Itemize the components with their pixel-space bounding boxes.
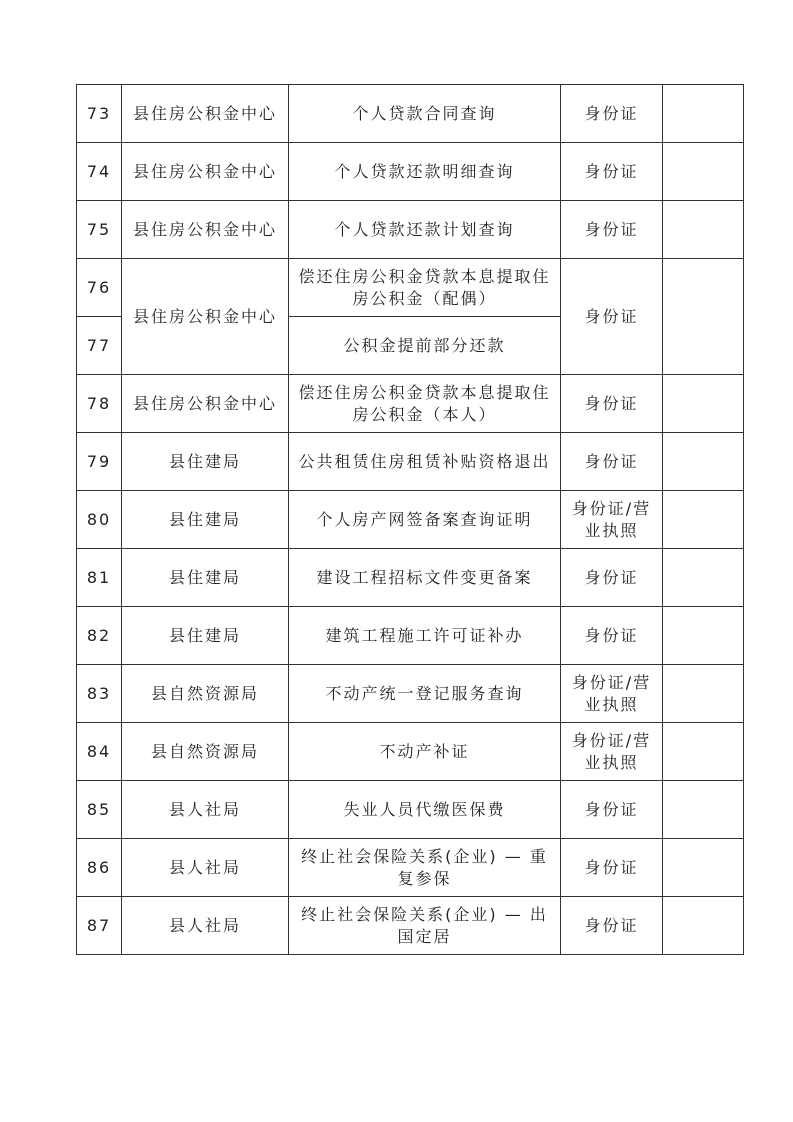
row-number: 80 [77, 491, 122, 549]
id-document-cell: 身份证 [561, 839, 663, 897]
service-cell: 个人贷款还款明细查询 [289, 143, 561, 201]
department-cell: 县住建局 [122, 433, 289, 491]
service-cell: 终止社会保险关系(企业) — 出国定居 [289, 897, 561, 955]
row-number: 87 [77, 897, 122, 955]
id-document-cell: 身份证/营业执照 [561, 665, 663, 723]
note-cell [663, 781, 744, 839]
note-cell [663, 433, 744, 491]
service-table [76, 84, 744, 955]
note-cell [663, 607, 744, 665]
row-number: 79 [77, 433, 122, 491]
row-number: 86 [77, 839, 122, 897]
id-document-cell: 身份证 [561, 897, 663, 955]
note-cell [663, 549, 744, 607]
department-cell: 县住建局 [122, 549, 289, 607]
id-document-cell: 身份证/营业执照 [561, 491, 663, 549]
department-cell: 县人社局 [122, 897, 289, 955]
service-cell: 建设工程招标文件变更备案 [289, 549, 561, 607]
department-cell: 县住房公积金中心 [122, 201, 289, 259]
department-cell: 县住房公积金中心 [122, 85, 289, 143]
table-row [77, 85, 744, 143]
note-cell [663, 375, 744, 433]
service-cell: 个人贷款合同查询 [289, 85, 561, 143]
row-number: 81 [77, 549, 122, 607]
row-number: 74 [77, 143, 122, 201]
department-cell: 县住建局 [122, 607, 289, 665]
id-document-cell: 身份证/营业执照 [561, 723, 663, 781]
row-number: 75 [77, 201, 122, 259]
id-document-cell: 身份证 [561, 375, 663, 433]
id-document-cell: 身份证 [561, 85, 663, 143]
note-cell [663, 201, 744, 259]
table-row [77, 433, 744, 491]
row-number: 84 [77, 723, 122, 781]
note-cell [663, 143, 744, 201]
service-cell: 个人房产网签备案查询证明 [289, 491, 561, 549]
service-cell: 公共租赁住房租赁补贴资格退出 [289, 433, 561, 491]
table-row [77, 491, 744, 549]
service-cell: 失业人员代缴医保费 [289, 781, 561, 839]
table-row [77, 549, 744, 607]
row-number: 78 [77, 375, 122, 433]
service-cell: 个人贷款还款计划查询 [289, 201, 561, 259]
row-number: 83 [77, 665, 122, 723]
table-row [77, 201, 744, 259]
service-cell: 不动产补证 [289, 723, 561, 781]
department-cell: 县人社局 [122, 839, 289, 897]
table-row [77, 375, 744, 433]
department-cell: 县住房公积金中心 [122, 375, 289, 433]
table-row [77, 259, 744, 317]
department-cell: 县住建局 [122, 491, 289, 549]
note-cell [663, 897, 744, 955]
row-number: 73 [77, 85, 122, 143]
id-document-cell: 身份证 [561, 143, 663, 201]
table-row [77, 897, 744, 955]
id-document-cell: 身份证 [561, 201, 663, 259]
table-row [77, 723, 744, 781]
table-row [77, 143, 744, 201]
row-number: 77 [77, 317, 122, 375]
id-document-cell: 身份证 [561, 781, 663, 839]
id-document-cell: 身份证 [561, 259, 663, 375]
id-document-cell: 身份证 [561, 433, 663, 491]
department-cell: 县自然资源局 [122, 723, 289, 781]
note-cell [663, 839, 744, 897]
row-number: 82 [77, 607, 122, 665]
department-cell: 县人社局 [122, 781, 289, 839]
note-cell [663, 85, 744, 143]
department-cell: 县自然资源局 [122, 665, 289, 723]
row-number: 85 [77, 781, 122, 839]
note-cell [663, 723, 744, 781]
service-cell: 不动产统一登记服务查询 [289, 665, 561, 723]
note-cell [663, 259, 744, 375]
table-row [77, 607, 744, 665]
note-cell [663, 491, 744, 549]
service-cell: 公积金提前部分还款 [289, 317, 561, 375]
service-cell: 建筑工程施工许可证补办 [289, 607, 561, 665]
department-cell: 县住房公积金中心 [122, 143, 289, 201]
table-row [77, 665, 744, 723]
service-cell: 偿还住房公积金贷款本息提取住房公积金（本人） [289, 375, 561, 433]
row-number: 76 [77, 259, 122, 317]
id-document-cell: 身份证 [561, 549, 663, 607]
table-row [77, 839, 744, 897]
note-cell [663, 665, 744, 723]
table-row [77, 781, 744, 839]
service-cell: 偿还住房公积金贷款本息提取住房公积金（配偶） [289, 259, 561, 317]
id-document-cell: 身份证 [561, 607, 663, 665]
department-cell: 县住房公积金中心 [122, 259, 289, 375]
service-cell: 终止社会保险关系(企业) — 重复参保 [289, 839, 561, 897]
